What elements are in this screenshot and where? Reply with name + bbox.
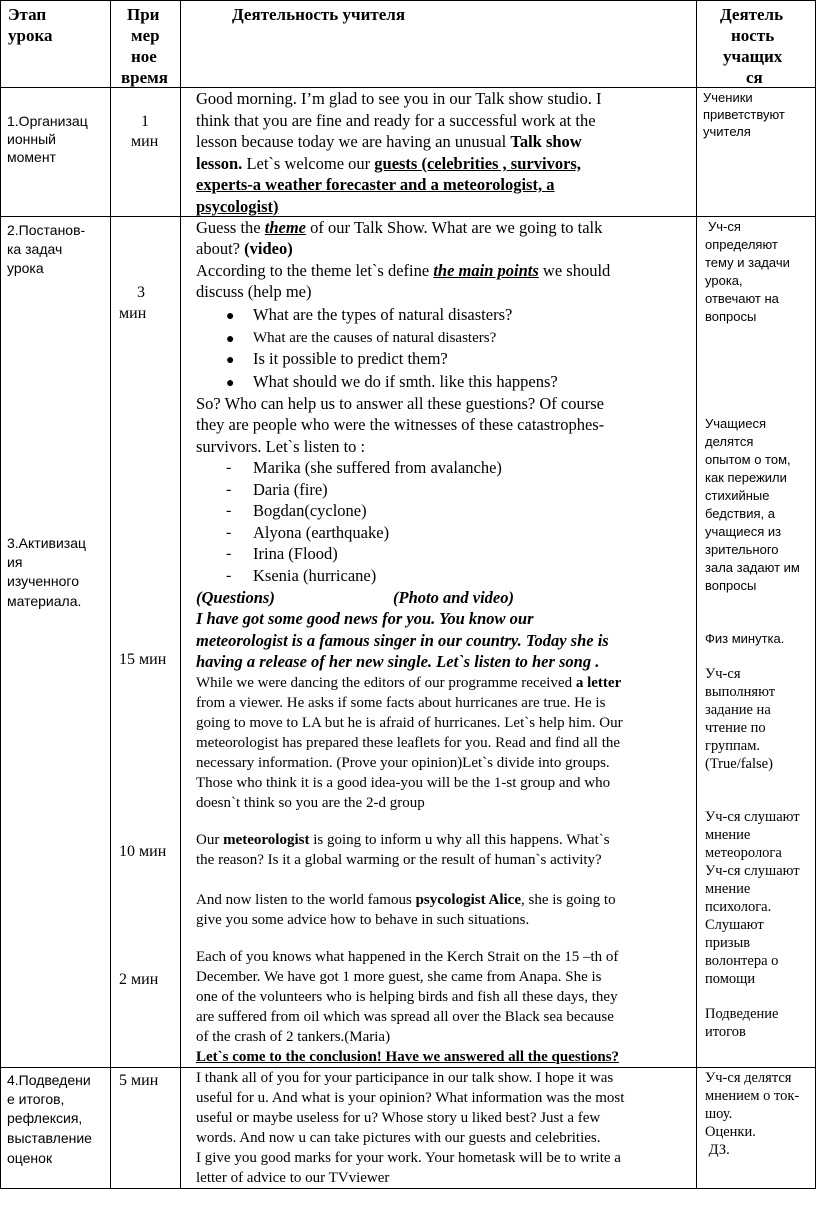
text-line: psycologist) (196, 197, 279, 216)
text-line: ДЗ. (705, 1142, 730, 1158)
text-line: I give you good marks for your work. Your hometask will be to write a (196, 1150, 621, 1166)
text-line: метеоролога (705, 845, 782, 861)
dash-marker: - (226, 545, 232, 562)
dash-marker: - (226, 459, 232, 476)
time-6: 5 мин (119, 1072, 159, 1089)
text-line: урока, (705, 273, 743, 288)
text-line: experts-a weather forecaster and a meteorologist, a (196, 175, 555, 194)
text-line: are suffered from oil which was spread all over the Black sea because (196, 1009, 614, 1025)
text-line: группам. (705, 738, 761, 754)
text-line: survivors. Let`s listen to : (196, 437, 366, 456)
text-line: I thank all of you for your participance in our talk show. I hope it was (196, 1070, 614, 1086)
text-line: lesson. Let`s welcome our guests (celebrities , survivors, (196, 154, 581, 173)
list-item: Irina (Flood) (253, 544, 338, 563)
text-line: как пережили (705, 470, 787, 485)
stage-text: ия (7, 554, 23, 570)
stage-text: оценок (7, 1150, 53, 1166)
dash-marker: - (226, 481, 232, 498)
table-row-divider (0, 87, 816, 88)
text-line: Those who think it is a good idea-you will be the 1-st group and who (196, 775, 611, 791)
text-line: having a release of her new single. Let`s listen to her song . (196, 652, 600, 671)
header-text: учащих (723, 47, 783, 66)
text-line: So? Who can help us to answer all these guestions? Of course (196, 394, 604, 413)
text-line: give you some advice how to behave in such situations. (196, 912, 530, 928)
stage-text: 4.Подведени (7, 1072, 91, 1088)
text-line: I have got some good news for you. You know our (196, 609, 534, 628)
text-line: Уч-ся делятся (705, 1070, 792, 1086)
text-line: the reason? Is it a global warming or the result of human`s activity? (196, 852, 602, 868)
header-teacher: Деятельность учителя (232, 5, 406, 24)
text-line: зрительного (705, 542, 779, 557)
list-item: What are the types of natural disasters? (253, 305, 513, 324)
text-line: of the crash of 2 tankers.(Maria) (196, 1029, 391, 1045)
text-line: шоу. (705, 1106, 733, 1122)
text-line: Учащиеся (705, 416, 766, 431)
text-line: зала задают им (705, 560, 800, 575)
text-line: useful or maybe useless for u? Whose story u liked best? Just a few (196, 1110, 601, 1126)
text-line: призыв (705, 935, 751, 951)
text-line: meteorologist is a famous singer in our country. Today she is (196, 631, 609, 650)
text-line: вопросы (705, 578, 757, 593)
bullet-icon: ● (226, 332, 235, 347)
list-item: Alyona (earthquake) (253, 523, 390, 542)
stage-text: 1.Организац (7, 113, 88, 129)
text-line: Each of you knows what happened in the Kerch Strait on the 15 –th of (196, 949, 619, 965)
table-border-top (0, 0, 816, 1)
text-line: words. And now u can take pictures with our guests and celebrities. (196, 1130, 601, 1146)
text-line: помощи (705, 971, 756, 987)
dash-marker: - (226, 567, 232, 584)
stage-text: ка задач (7, 241, 63, 257)
text-line: мнение (705, 827, 751, 843)
stage-text: изученного (7, 573, 79, 589)
stage-text: е итогов, (7, 1091, 65, 1107)
text-line: психолога. (705, 899, 772, 915)
text-line: meteorologist has prepared these leaflets for you. Read and find all the (196, 735, 621, 751)
text-line: делятся (705, 434, 754, 449)
list-item: Is it possible to predict them? (253, 349, 448, 368)
time-5: 2 мин (119, 971, 159, 988)
text-line: Слушают (705, 917, 764, 933)
list-item: Bogdan(cyclone) (253, 501, 367, 520)
header-text: мер (131, 26, 160, 45)
header-text: ся (746, 68, 763, 87)
text-line: According to the theme let`s define the main points we should (196, 261, 611, 280)
text-line: lesson because today we are having an unusual Talk show (196, 132, 582, 151)
text-line: doesn`t think so you are the 2-d group (196, 795, 425, 811)
header-text: время (121, 68, 168, 87)
text-line: учащиеся из (705, 524, 782, 539)
time-text: 1 (141, 113, 149, 130)
time-3: 15 мин (119, 651, 167, 668)
text-line: Уч-ся слушают (705, 809, 800, 825)
text-line: discuss (help me) (196, 282, 312, 301)
header-text: Деятель (720, 5, 784, 24)
text-line: (True/false) (705, 756, 773, 772)
time-text: 3 (137, 284, 145, 301)
time-4: 10 мин (119, 843, 167, 860)
text-line: they are people who were the witnesses of these catastrophes- (196, 415, 605, 434)
header-text: ность (731, 26, 775, 45)
text-line: Уч-ся (708, 219, 741, 234)
dash-marker: - (226, 502, 232, 519)
stage-text: 2.Постанов- (7, 222, 86, 238)
text-line: Физ минутка. (705, 631, 785, 646)
text-line: about? (video) (196, 239, 293, 258)
text-line: задание на (705, 702, 771, 718)
text-line: Уч-ся слушают (705, 863, 800, 879)
stage-text: урока (7, 260, 44, 276)
list-item: Daria (fire) (253, 480, 328, 499)
header-text: При (127, 5, 160, 24)
stage-text: рефлексия, (7, 1110, 83, 1126)
text-line: отвечают на (705, 291, 779, 306)
bullet-icon: ● (226, 376, 235, 391)
time-text: мин (131, 133, 159, 150)
table-column-divider (696, 0, 697, 1189)
text-line: useful for u. And what is your opinion? What information was the most (196, 1090, 625, 1106)
text-line: (Questions) (196, 588, 275, 607)
text-line: волонтера о (705, 953, 779, 969)
text-line: опытом о том, (705, 452, 791, 467)
text-line: чтение по (705, 720, 766, 736)
text-line: necessary information. (Prove your opinion)Let`s divide into groups. (196, 755, 610, 771)
list-item: Marika (she suffered from avalanche) (253, 458, 502, 477)
header-text: урока (8, 26, 53, 45)
text-line: December. We have got 1 more guest, she came from Anapa. She is (196, 969, 602, 985)
text-line: Good morning. I’m glad to see you in our Talk show studio. I (196, 89, 602, 108)
table-column-divider (110, 0, 111, 1189)
text-line: вопросы (705, 309, 757, 324)
text-line: определяют (705, 237, 778, 252)
table-column-divider (180, 0, 181, 1189)
text-line: going to move to LA but he is afraid of hurricanes. Let`s help him. Our (196, 715, 623, 731)
text-line: Our meteorologist is going to inform u why all this happens. What`s (196, 832, 610, 848)
text-line: (Photo and video) (393, 588, 514, 607)
stage-text: 3.Активизац (7, 535, 87, 551)
text-line: think that you are fine and ready for a successful work at the (196, 111, 596, 130)
list-item: What should we do if smth. like this happens? (253, 372, 558, 391)
list-item: What are the causes of natural disasters? (253, 330, 497, 346)
table-row-divider (0, 216, 816, 217)
text-line: Подведение (705, 1006, 779, 1022)
text-line: Ученики (703, 90, 753, 105)
text-line: итогов (705, 1024, 746, 1040)
text-line: Let`s come to the conclusion! Have we answered all the questions? (196, 1049, 620, 1065)
table-border-left (0, 0, 1, 1189)
stage-text: материала. (7, 593, 82, 609)
text-line: мнение (705, 881, 751, 897)
table-border-bottom (0, 1188, 816, 1189)
text-line: Уч-ся (705, 666, 741, 682)
text-line: выполняют (705, 684, 776, 700)
text-line: бедствия, а (705, 506, 775, 521)
text-line: While we were dancing the editors of our programme received a letter (196, 675, 622, 691)
text-line: стихийные (705, 488, 770, 503)
text-line: Guess the theme of our Talk Show. What are we going to talk (196, 218, 603, 237)
text-line: тему и задачи (705, 255, 790, 270)
text-line: учителя (703, 124, 751, 139)
text-line: Оценки. (705, 1124, 756, 1140)
stage-text: ионный (7, 131, 56, 147)
stage-text: момент (7, 149, 56, 165)
bullet-icon: ● (226, 353, 235, 368)
header-text: ное (131, 47, 157, 66)
stage-text: выставление (7, 1130, 92, 1146)
text-line: letter of advice to our TVviewer (196, 1170, 390, 1186)
text-line: one of the volunteers who is helping birds and fish all these days, they (196, 989, 618, 1005)
header-text: Этап (8, 5, 47, 24)
text-line: from a viewer. He asks if some facts about hurricanes are true. He is (196, 695, 606, 711)
text-line: приветствуют (703, 107, 785, 122)
list-item: Ksenia (hurricane) (253, 566, 377, 585)
bullet-icon: ● (226, 309, 235, 324)
time-text: мин (119, 305, 147, 322)
text-line: And now listen to the world famous psycologist Alice, she is going to (196, 892, 616, 908)
table-row-divider (0, 1067, 816, 1068)
text-line: мнением о ток- (705, 1088, 800, 1104)
dash-marker: - (226, 524, 232, 541)
